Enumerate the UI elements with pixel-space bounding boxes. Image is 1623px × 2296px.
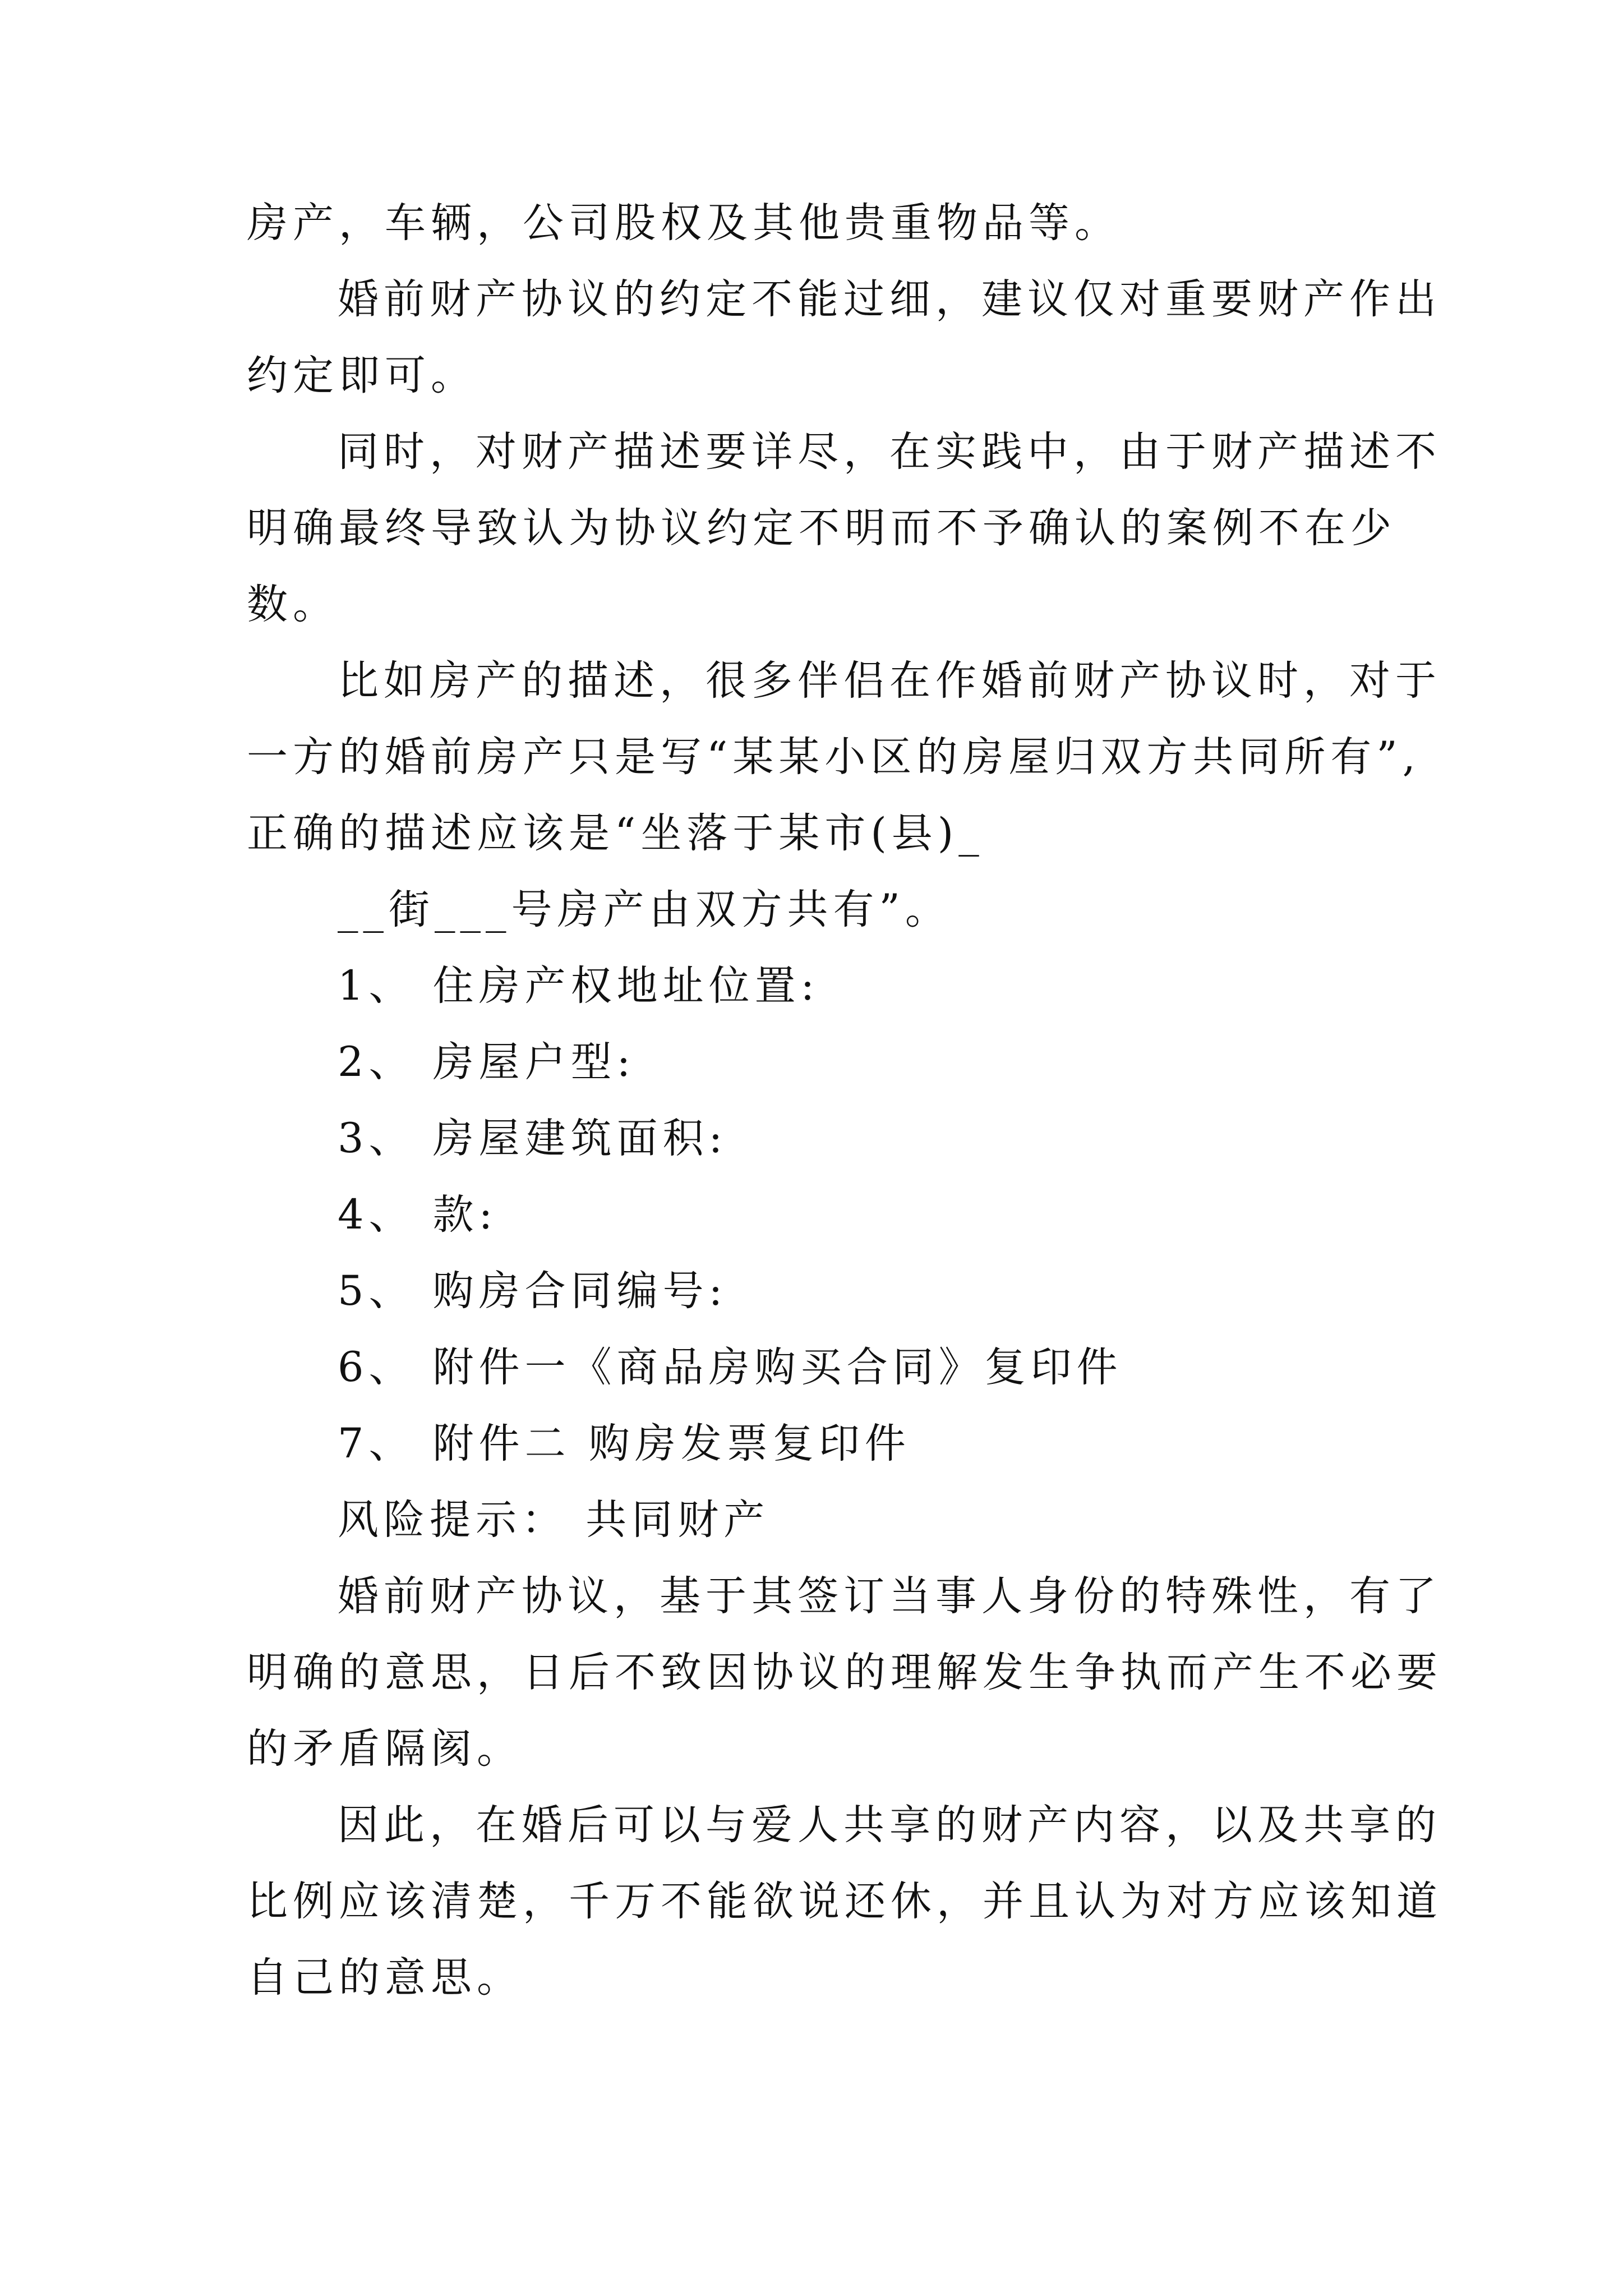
list-item: 3、 房屋建筑面积: xyxy=(338,1115,728,1162)
text-line: 正确的描述应该是“坐落于某市(县)_ xyxy=(247,809,984,857)
text-line: __街___号房产由双方共有”。 xyxy=(338,886,951,933)
text-line: 数。 xyxy=(247,581,339,628)
document-body xyxy=(247,185,1442,2016)
text-line: 比如房产的描述，很多伴侣在作婚前财产协议时，对于 xyxy=(338,657,1441,705)
text-line: 房产，车辆，公司股权及其他贵重物品等。 xyxy=(247,199,1121,247)
list-item: 7、 附件二 购房发票复印件 xyxy=(338,1420,911,1467)
text-line: 比例应该清楚，千万不能欲说还休，并且认为对方应该知道 xyxy=(247,1878,1442,1925)
text-line: 一方的婚前房产只是写“某某小区的房屋归双方共同所有”, xyxy=(247,733,1421,781)
text-line: 婚前财产协议的约定不能过细，建议仅对重要财产作出 xyxy=(338,275,1441,323)
risk-note: 风险提示： 共同财产 xyxy=(338,1496,770,1544)
list-item: 4、 款: xyxy=(338,1191,498,1239)
text-line: 明确最终导致认为协议约定不明而不予确认的案例不在少 xyxy=(247,504,1396,552)
list-item: 6、 附件一《商品房购买合同》复印件 xyxy=(338,1343,1123,1391)
text-line: 因此，在婚后可以与爱人共享的财产内容，以及共享的 xyxy=(338,1801,1441,1849)
text-line: 的矛盾隔阂。 xyxy=(247,1725,523,1773)
text-line: 明确的意思，日后不致因协议的理解发生争执而产生不必要 xyxy=(247,1649,1442,1696)
text-line: 同时，对财产描述要详尽，在实践中，由于财产描述不 xyxy=(338,428,1441,476)
list-item: 5、 购房合同编号: xyxy=(338,1267,728,1315)
list-item: 1、 住房产权地址位置: xyxy=(338,962,820,1010)
text-line: 约定即可。 xyxy=(247,352,477,399)
text-line: 自己的意思。 xyxy=(247,1954,523,2001)
text-line: 婚前财产协议，基于其签订当事人身份的特殊性，有了 xyxy=(338,1572,1441,1620)
list-item: 2、 房屋户型: xyxy=(338,1038,636,1086)
